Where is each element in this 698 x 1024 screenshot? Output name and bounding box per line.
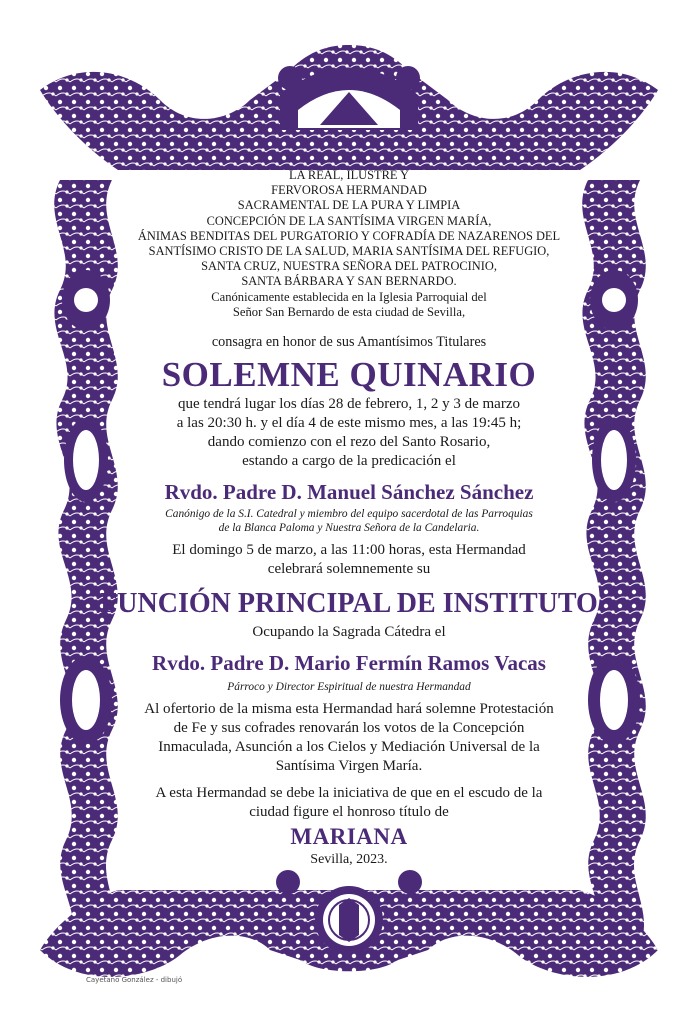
closing-line-1: A esta Hermandad se debe la iniciativa de que en el escudo de la [155,784,543,801]
left-column-ornament [54,180,118,950]
consagra-text: consagra en honor de sus Amantísimos Titulares [211,333,487,350]
protestacion-line-2: de Fe y sus cofrades renovarán los votos de la Concepción [173,719,525,736]
funcion-intro-2: celebrará solemnemente su [267,560,431,577]
header-sub-2: Señor San Bernardo de esta ciudad de Sevilla, [232,305,466,320]
header-line-6: SANTÍSIMO CRISTO DE LA SALUD, MARIA SANTÍSIMA DEL REFUGIO, [148,244,550,259]
funcion-intro-1: El domingo 5 de marzo, a las 11:00 horas, esta Hermandad [172,541,526,558]
quinario-preacher: Rvdo. Padre D. Manuel Sánchez Sánchez [164,479,534,504]
protestacion-line-3: Inmaculada, Asunción a los Cielos y Mediación Universal de la [158,738,540,755]
protestacion-line-1: Al ofertorio de la misma esta Hermandad hará solemne Protestación [144,700,554,717]
funcion-preacher: Rvdo. Padre D. Mario Fermín Ramos Vacas [152,650,546,675]
header-line-7: SANTA CRUZ, NUESTRA SEÑORA DEL PATROCINIO, [201,259,497,274]
quinario-line-4: estando a cargo de la predicación el [242,452,456,469]
header-line-5: ÁNIMAS BENDITAS DEL PURGATORIO Y COFRADÍA DE NAZARENOS DEL [137,228,561,243]
closing-line-2: ciudad figure el honroso título de [249,803,449,820]
header-line-8: SANTA BÁRBARA Y SAN BERNARDO. [241,274,457,289]
quinario-line-3: dando comienzo con el rezo del Santo Rosario, [207,433,491,450]
header-line-1: LA REAL, ILUSTRE Y [289,168,409,182]
poster-text [100,168,598,869]
right-column-ornament [582,180,646,950]
place-date: Sevilla, 2023. [310,851,388,867]
artist-signature: Cayetano González - dibujó [86,976,183,984]
protestacion-line-4: Santísima Virgen María. [275,757,423,774]
quinario-preacher-desc-2: de la Blanca Paloma y Nuestra Señora de la Candelaria. [218,521,480,534]
header-line-2: FERVOROSA HERMANDAD [271,183,427,198]
top-crest-ornament [40,45,658,170]
header-line-3: SACRAMENTAL DE LA PURA Y LIMPIA [237,198,461,213]
funcion-title: FUNCIÓN PRINCIPAL DE INSTITUTO [100,587,598,619]
quinario-preacher-desc-1: Canónigo de la S.I. Catedral y miembro del equipo sacerdotal de las Parroquias [165,507,533,520]
bottom-ornament [40,870,658,977]
quinario-title: SOLEMNE QUINARIO [161,354,537,394]
funcion-preacher-desc: Párroco y Director Espiritual de nuestra Hermandad [227,680,471,693]
mariana-title: MARIANA [290,823,408,849]
quinario-line-2: a las 20:30 h. y el día 4 de este mismo mes, a las 19:45 h; [176,414,522,431]
header-line-4: CONCEPCIÓN DE LA SANTÍSIMA VIRGEN MARÍA, [206,213,492,228]
quinario-line-1: que tendrá lugar los días 28 de febrero, 1, 2 y 3 de marzo [178,395,520,412]
funcion-catedra: Ocupando la Sagrada Cátedra el [252,623,446,640]
header-sub-1: Canónicamente establecida en la Iglesia Parroquial del [211,289,487,304]
